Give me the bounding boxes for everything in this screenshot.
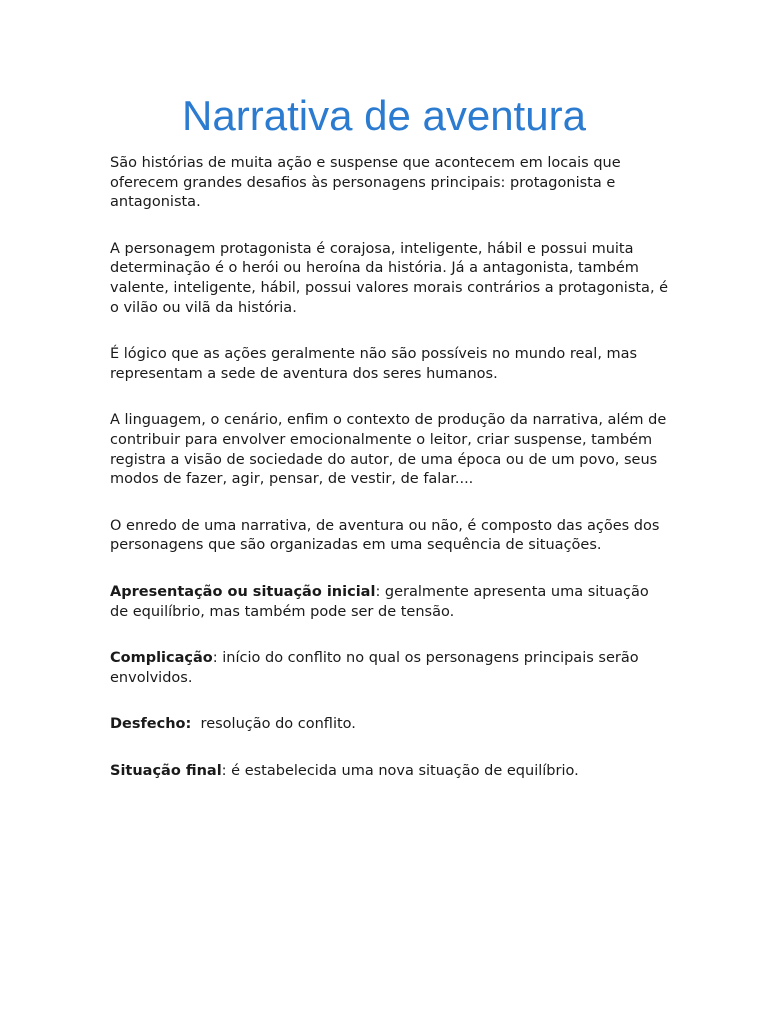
paragraph-language: A linguagem, o cenário, enfim o contexto de produção da narrativa, além de contribuir para envolver emocionalmente o leitor, criar suspense, também registra a visão de sociedade do autor, de uma época ou de um povo, seus modos de fazer, agir, pensar, de vestir, de falar....	[110, 412, 667, 488]
definition-situacao-final	[110, 762, 670, 782]
paragraph-intro: São histórias de muita ação e suspense que acontecem em locais que oferecem grandes desafios às personagens principais: protagonista e antagonista.	[110, 155, 621, 211]
definition-text: : é estabelecida uma nova situação de equilíbrio.	[221, 762, 579, 779]
definition-term: Situação final	[110, 762, 222, 779]
paragraph-protagonist: A personagem protagonista é corajosa, inteligente, hábil e possui muita determinação é o herói ou heroína da história. Já a antagonista, também valente, inteligente, hábil, possui valores morais contrários a protagonista, é o vilão ou vilã da história.	[110, 240, 669, 316]
definition-term: Complicação	[110, 650, 213, 667]
paragraph-plot: O enredo de uma narrativa, de aventura ou não, é composto das ações dos personagens que são organizadas em uma sequência de situações.	[110, 517, 660, 554]
definition-term: Apresentação ou situação inicial	[110, 583, 376, 600]
definition-text: : início do conflito no qual os personagens principais serão envolvidos.	[110, 650, 639, 686]
paragraph-logic: É lógico que as ações geralmente não são possíveis no mundo real, mas representam a sede de aventura dos seres humanos.	[110, 346, 638, 382]
definition-complicacao	[110, 649, 670, 688]
definition-text: resolução do conflito.	[191, 716, 356, 733]
definition-apresentacao	[110, 583, 670, 622]
definition-desfecho	[110, 715, 670, 735]
document-title: Narrativa de aventura	[182, 92, 586, 139]
definition-text: : geralmente apresenta uma situação de equilíbrio, mas também pode ser de tensão.	[110, 583, 649, 620]
definition-term: Desfecho:	[110, 716, 192, 733]
document-body	[110, 154, 670, 808]
